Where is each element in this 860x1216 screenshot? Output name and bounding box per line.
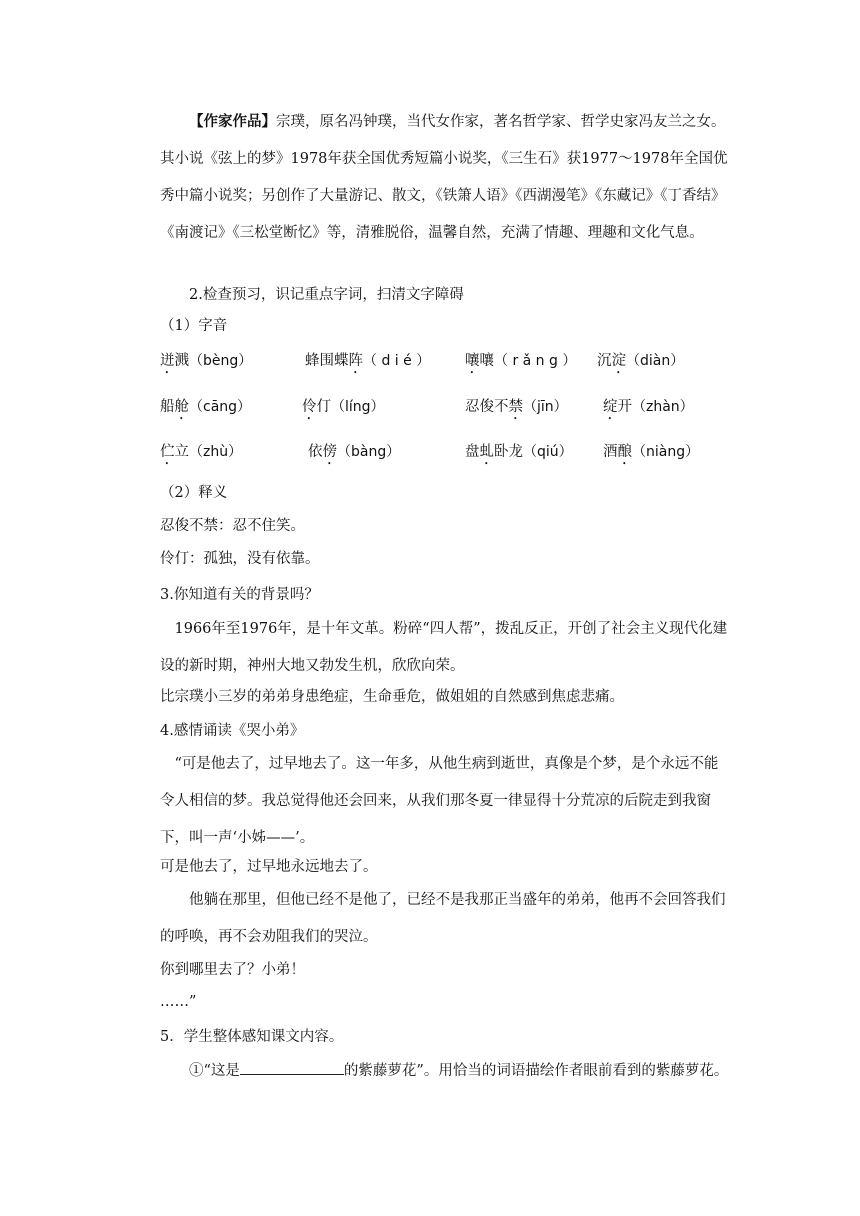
- section-3-heading: 3.你知道有关的背景吗？: [160, 587, 319, 603]
- pinyin-entry: [465, 441, 573, 468]
- word-part: 嚷: [479, 353, 494, 369]
- definition-subheading: （2）释义: [160, 485, 228, 501]
- emphasized-character: 酿: [617, 444, 632, 460]
- definition-2: 伶仃：孤独，没有依靠。: [160, 551, 320, 567]
- pinyin-reading: （zhù）: [189, 444, 243, 460]
- section-2-heading: 2.检查预习，识记重点字词，扫清文字障碍: [189, 287, 464, 303]
- author-intro-text: 宗璞，原名冯钟璞，当代女作家，著名哲学家、哲学史家冯友兰之女。其小说《弦上的梦》1978年获全国优秀短篇小说奖，《三生石》获1977～1978年全国优秀中篇小说奖；另创作了大量游记、散文，《铁箫人语》《西湖漫笔》《东藏记》《丁香结》《南渡记》《三松堂断忆》等，清雅脱俗，温馨自然，充满了情趣、理趣和文化气息。: [160, 114, 728, 241]
- word-part: 船: [160, 399, 175, 415]
- pinyin-reading: （diàn）: [626, 353, 685, 369]
- section-4-heading: 4.感情诵读《哭小弟》: [160, 723, 305, 739]
- emphasized-character: 禁: [508, 399, 523, 415]
- background-paragraph-2: 比宗璞小三岁的弟弟身患绝症，生命垂危，做姐姐的自然感到焦虑悲痛。: [160, 689, 624, 705]
- word-part: 立: [174, 444, 189, 460]
- pinyin-reading: （bèng）: [189, 353, 253, 369]
- emphasized-character: 虬: [479, 444, 494, 460]
- word-part: 盘: [465, 444, 480, 460]
- pinyin-entry: [597, 350, 684, 377]
- pinyin-reading: （cāng）: [189, 399, 252, 415]
- question-1: [160, 1053, 732, 1090]
- word-part: 蜂围蝶: [305, 353, 349, 369]
- question-1-prefix: ①“这是: [189, 1063, 240, 1079]
- pinyin-entry: [308, 441, 400, 468]
- pinyin-entry: [160, 350, 252, 377]
- pinyin-entry: [305, 350, 430, 377]
- word-part: 卧龙: [494, 444, 523, 460]
- pinyin-reading: （bàng）: [337, 444, 401, 460]
- word-part: 忍俊不: [465, 399, 509, 415]
- pinyin-reading: （zhàn）: [632, 399, 694, 415]
- emphasized-character: 嚷: [465, 353, 480, 369]
- recitation-paragraph-3: 他躺在那里，但他已经不是他了，已经不是我那正当盛年的弟弟，他再不会回答我们的呼唤，再不会劝阻我们的哭泣。: [160, 892, 726, 945]
- author-intro-label: 【作家作品】: [189, 113, 276, 130]
- fill-blank: [240, 1060, 344, 1075]
- pinyin-reading: （niàng）: [632, 444, 700, 460]
- emphasized-character: 迸: [160, 353, 175, 369]
- recitation-paragraph-1: “可是他去了，过早地去了。这一年多，从他生病到逝世，真像是个梦，是个永远不能令人相信的梦。我总觉得他还会回来，从我们那冬夏一律显得十分荒凉的后院走到我窗下，叫一声‘小姊——’。: [160, 756, 719, 846]
- pinyin-reading: （ r ǎ n g ）: [494, 353, 577, 369]
- pinyin-entry: [603, 396, 694, 423]
- pinyin-entry: [160, 441, 242, 468]
- word-part: 沉: [597, 353, 612, 369]
- word-part: 溅: [174, 353, 189, 369]
- recitation-paragraph-4: 你到哪里去了？小弟！: [160, 962, 305, 978]
- emphasized-character: 舱: [174, 399, 189, 415]
- pinyin-reading: （líng）: [331, 399, 385, 415]
- word-part: 开: [617, 399, 632, 415]
- pinyin-entry: [465, 350, 576, 377]
- emphasized-character: 伶: [302, 399, 317, 415]
- emphasized-character: 傍: [322, 444, 337, 460]
- recitation-paragraph-2: 可是他去了，过早地永远地去了。: [160, 859, 378, 875]
- pinyin-entry: [160, 396, 251, 423]
- definition-1: 忍俊不禁：忍不住笑。: [160, 518, 305, 534]
- background-paragraph-1: 1966年至1976年，是十年文革。粉碎“四人帮”，拨乱反正，开创了社会主义现代化建设的新时期，神州大地又勃发生机，欣欣向荣。: [160, 621, 728, 674]
- word-part: 仃: [316, 399, 331, 415]
- word-part: 酒: [603, 444, 618, 460]
- pinyin-entry: [603, 441, 699, 468]
- section-5-heading: 5．学生整体感知课文内容。: [160, 1029, 344, 1045]
- pinyin-entry: [465, 396, 568, 423]
- pinyin-entry: [302, 396, 385, 423]
- question-1-suffix: 的紫藤萝花”。用恰当的词语描绘作者眼前看到的紫藤萝花。: [343, 1063, 729, 1079]
- pinyin-reading: （qiú）: [523, 444, 573, 460]
- emphasized-character: 阵: [348, 353, 363, 369]
- emphasized-character: 绽: [603, 399, 618, 415]
- emphasized-character: 伫: [160, 444, 175, 460]
- recitation-ellipsis: ……”: [160, 994, 197, 1010]
- pinyin-reading: （jīn）: [523, 399, 568, 415]
- pronunciation-subheading: （1）字音: [160, 318, 228, 334]
- word-part: 依: [308, 444, 323, 460]
- pinyin-reading: （ d i é ）: [363, 353, 431, 369]
- author-intro-paragraph: [160, 103, 732, 252]
- emphasized-character: 淀: [611, 353, 626, 369]
